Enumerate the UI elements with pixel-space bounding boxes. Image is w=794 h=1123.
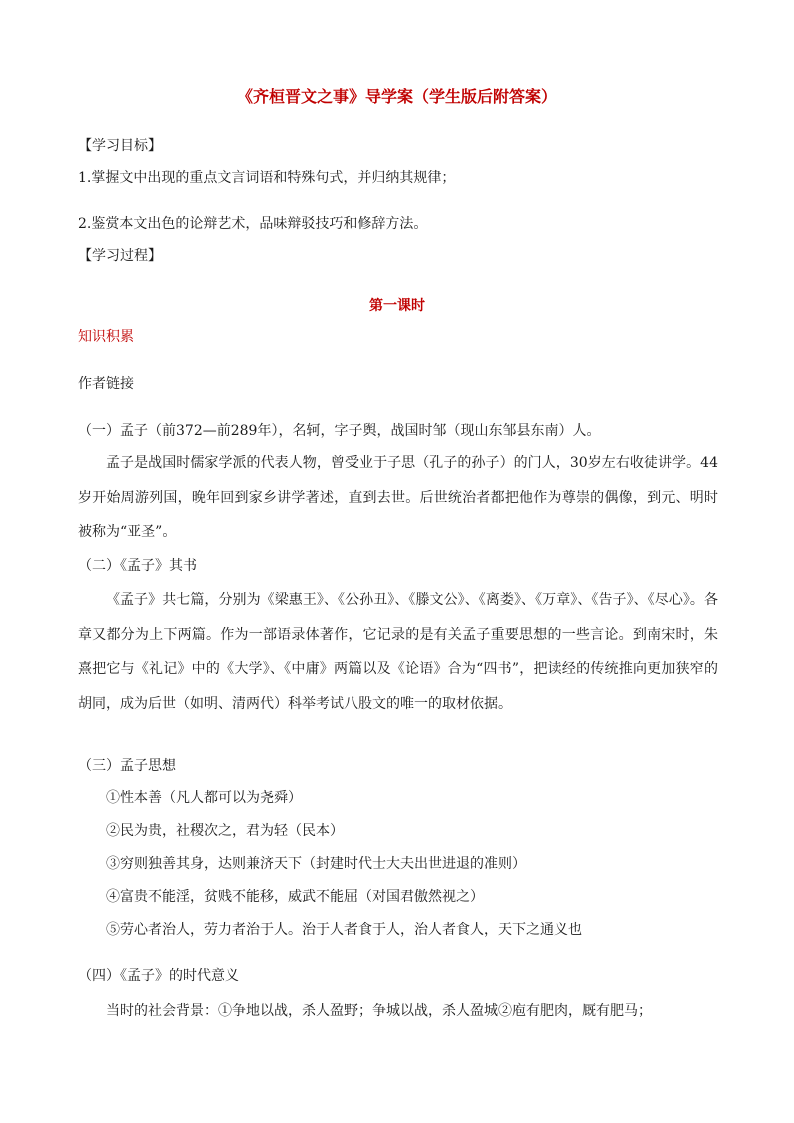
process-heading: 【学习过程】 [78,248,162,264]
goal-item-2: 2.鉴赏本文出色的论辩艺术，品味辩驳技巧和修辞方法。 [78,216,428,232]
goal-item-1: 1.掌握文中出现的重点文言词语和特殊句式，并归纳其规律； [78,170,456,186]
section-1-paragraph: 孟子是战国时儒家学派的代表人物，曾受业于子思（孔子的孙子）的门人，30岁左右收徒讲学。44岁开始周游列国，晚年回到家乡讲学著述，直到去世。后世统治者都把他作为尊崇的偶像，到元、明时被称为“亚圣”。 [78,455,718,540]
section-1-heading: （一）孟子（前372—前289年），名轲，字子舆，战国时邹（现山东邹县东南）人。 [78,423,601,439]
lesson-heading: 第一课时 [369,298,425,314]
goals-heading: 【学习目标】 [78,138,162,154]
thought-item-1: ①性本善（凡人都可以为尧舜） [106,790,302,806]
thought-item-2: ②民为贵，社稷次之，君为轻（民本） [106,823,344,839]
author-link-heading: 作者链接 [78,376,134,392]
thought-item-5: ⑤劳心者治人，劳力者治于人。治于人者食于人，治人者食人，天下之通义也 [106,922,582,938]
section-4-heading: （四）《孟子》的时代意义 [78,968,239,984]
section-3-heading: （三）孟子思想 [78,758,176,774]
document-title: 《齐桓晋文之事》导学案（学生版后附答案） [236,87,557,106]
section-4-paragraph: 当时的社会背景：①争地以战，杀人盈野；争城以战，杀人盈城②庖有肥肉，厩有肥马； [106,1003,652,1019]
thought-item-3: ③穷则独善其身，达则兼济天下（封建时代士大夫出世进退的准则） [106,856,526,872]
thought-item-4: ④富贵不能淫，贫贱不能移，威武不能屈（对国君傲然视之） [106,889,484,905]
knowledge-heading: 知识积累 [78,329,134,345]
section-2-heading: （二）《孟子》其书 [78,558,197,574]
section-2-paragraph: 《孟子》共七篇，分别为《梁惠王》、《公孙丑》、《滕文公》、《离娄》、《万章》、《告子》、《尽心》。各章又都分为上下两篇。作为一部语录体著作，它记录的是有关孟子重要思想的一些言论。到南宋时，朱熹把它与《礼记》中的《大学》、《中庸》两篇以及《论语》合为“四书”，把读经的传统推向更加狭窄的胡同，成为后世（如明、清两代）科举考试八股文的唯一的取材依据。 [78,592,718,712]
